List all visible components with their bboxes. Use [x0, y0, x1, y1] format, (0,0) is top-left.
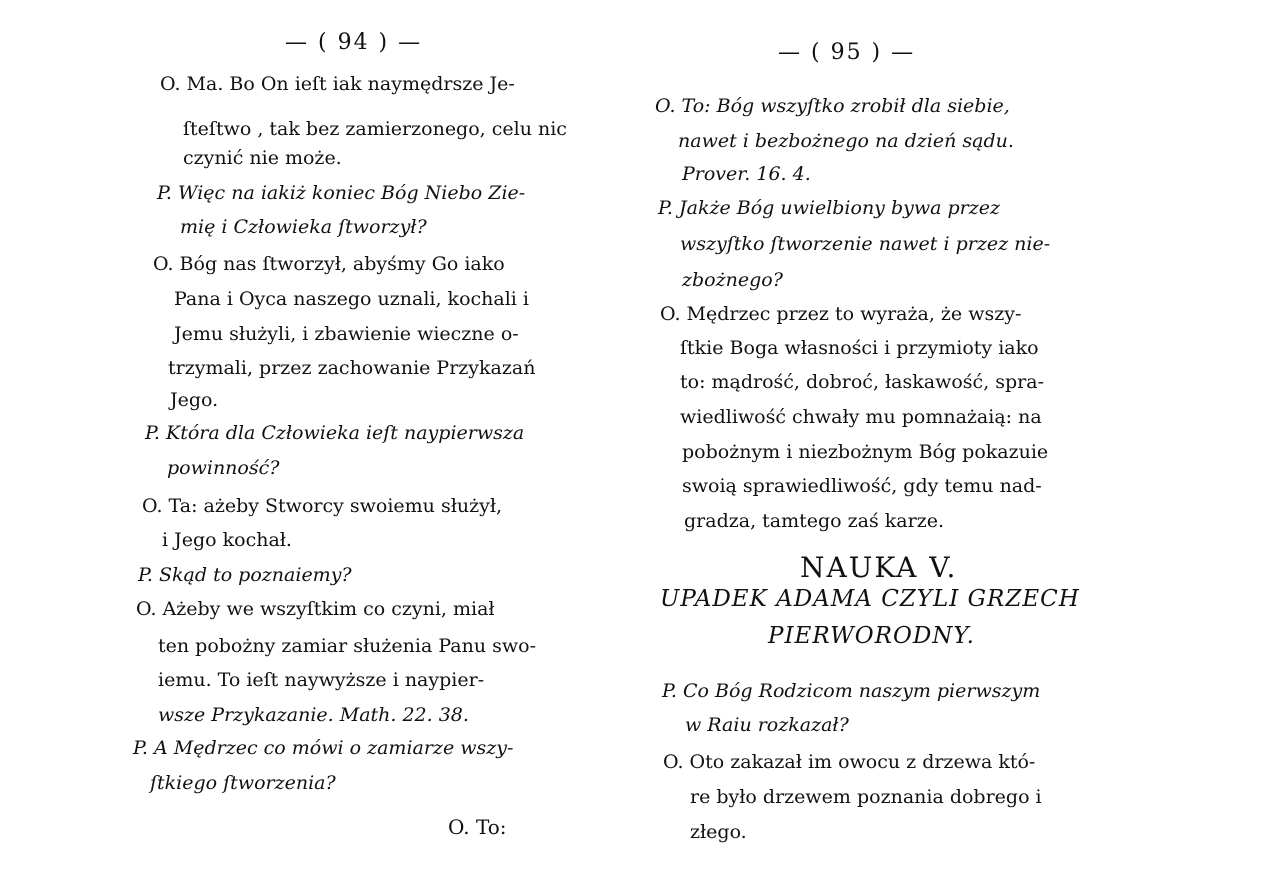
text-line: to: mądrość, dobroć, łaskawość, spra-	[680, 371, 1045, 393]
question-line: P. A Mędrzec co mówi o zamiarze wszy-	[133, 737, 514, 759]
question-line: P. Która dla Człowieka ieſt naypierwsza	[145, 422, 525, 444]
right-page	[630, 0, 1263, 893]
section-title-line-2: PIERWORODNY.	[768, 623, 975, 649]
text-line: pobożnym i niezbożnym Bóg pokazuie	[682, 441, 1049, 463]
text-line: re było drzewem poznania dobrego i	[690, 786, 1042, 808]
left-page	[0, 0, 620, 893]
question-line: P. Jakże Bóg uwielbiony bywa przez	[658, 197, 1000, 219]
text-line: czynić nie może.	[183, 147, 342, 169]
question-line: P. Skąd to poznaiemy?	[138, 564, 352, 586]
question-line: zbożnego?	[682, 269, 783, 291]
section-title-line-1: UPADEK ADAMA CZYLI GRZECH	[660, 586, 1080, 612]
text-line: O. Ta: ażeby Stworcy swoiemu służył,	[142, 495, 503, 517]
text-line: Jego.	[170, 389, 219, 411]
question-line: wszyſtko ſtworzenie nawet i przez nie-	[680, 233, 1051, 255]
text-line: Prover. 16. 4.	[682, 163, 811, 185]
text-line: złego.	[690, 821, 747, 843]
text-line: O. Oto zakazał im owocu z drzewa któ-	[663, 751, 1036, 773]
text-line: trzymali, przez zachowanie Przykazań	[168, 357, 536, 379]
section-number: NAUKA V.	[800, 551, 958, 584]
text-line: wiedliwość chwały mu pomnażaią: na	[680, 406, 1042, 428]
text-line: O. Mędrzec przez to wyraża, że wszy-	[660, 303, 1022, 325]
catchword: O. To:	[448, 815, 507, 839]
text-line: Pana i Oyca naszego uznali, kochali i	[174, 288, 529, 310]
text-line: iemu. To ieſt naywyższe i naypier-	[158, 669, 485, 691]
text-line: O. Bóg nas ſtworzył, abyśmy Go iako	[153, 253, 505, 275]
question-line: P. Więc na iakiż koniec Bóg Niebo Zie-	[157, 182, 526, 204]
question-line: P. Co Bóg Rodzicom naszym pierwszym	[662, 680, 1041, 702]
text-line: ſteſtwo , tak bez zamierzonego, celu nic	[183, 118, 567, 140]
text-line: O. Ażeby we wszyſtkim co czyni, miał	[136, 598, 495, 620]
text-line: O. Ma. Bo On ieſt iak naymędrsze Je-	[160, 73, 515, 95]
question-line: w Raiu rozkazał?	[685, 714, 849, 736]
text-line: nawet i bezbożnego na dzień sądu.	[678, 130, 1014, 152]
text-line: i Jego kochał.	[162, 529, 292, 551]
text-line: ſtkie Boga własności i przymioty iako	[680, 337, 1039, 359]
question-line: mię i Człowieka ſtworzył?	[180, 216, 427, 238]
text-line: gradza, tamtego zaś karze.	[684, 510, 944, 532]
text-line: swoią sprawiedliwość, gdy temu nad-	[682, 475, 1042, 497]
text-line: Jemu służyli, i zbawienie wieczne o-	[174, 323, 519, 345]
page-number-left: — ( 94 ) —	[285, 30, 423, 55]
question-line: ſtkiego ſtworzenia?	[150, 772, 336, 794]
text-line: O. To: Bóg wszyſtko zrobił dla siebie,	[655, 95, 1010, 117]
question-line: powinność?	[167, 457, 280, 479]
text-line: ten pobożny zamiar służenia Panu swo-	[158, 635, 536, 657]
text-line: wsze Przykazanie. Math. 22. 38.	[158, 704, 469, 726]
page-number-right: — ( 95 ) —	[778, 40, 916, 65]
